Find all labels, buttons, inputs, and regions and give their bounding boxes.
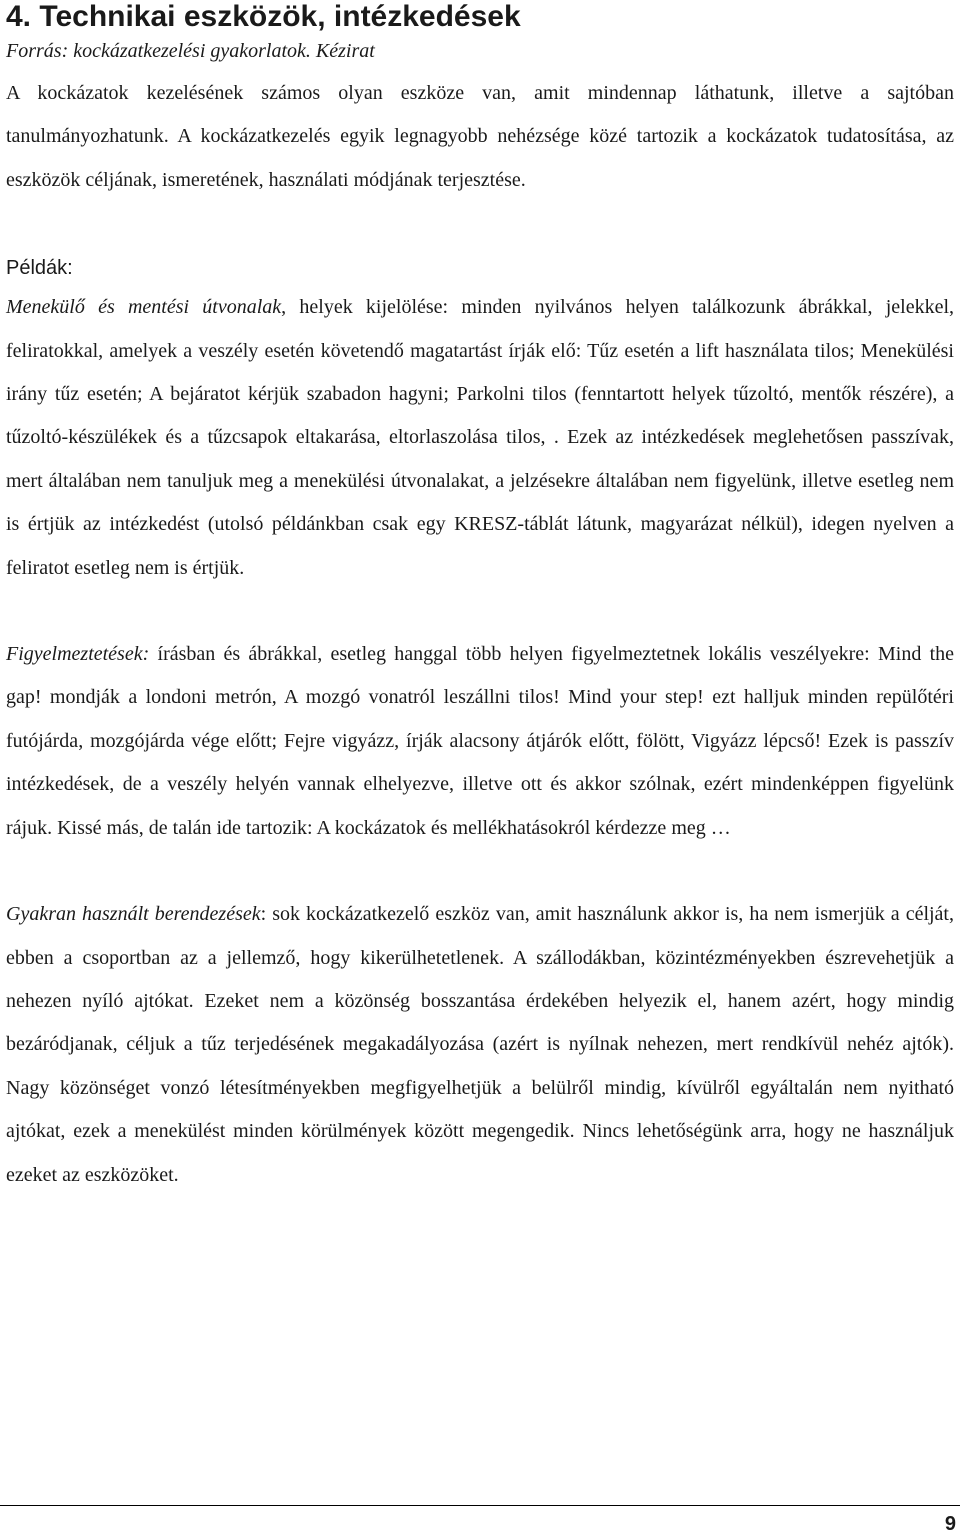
page-number: 9 [944, 1513, 956, 1535]
paragraph-lead-common-devices: Gyakran használt berendezések [6, 903, 261, 926]
paragraph-common-devices [6, 893, 954, 1197]
paragraph-body-escape-routes: , helyek kijelölése: minden nyilvános helyen találkozunk ábrákkal, jelekkel, feliratokkal, amelyek a veszély esetén követendő magatartást írják elő: Tűz esetén a lift használata tilos; Menekülési irány tűz esetén; A bejáratot kérjük szabadon hagyni; Parkolni tilos (fenntartott helyek tűzoltó, mentők részére), a tűzoltó-készülékek és a tűzcsapok eltakarása, eltorlaszolása tilos, . Ezek az intézkedések meglehetősen passzívak, mert általában nem tanuljuk meg a menekülési útvonalakat, a jelzésekre általában nem figyelünk, illetve esetleg nem is értjük az intézkedést (utolsó példánkban csak egy KRESZ-táblát látunk, magyarázat nélkül), idegen nyelven a feliratot esetleg nem is értjük. [6, 296, 955, 579]
section-heading: 4. Technikai eszközök, intézkedések [6, 0, 521, 33]
source-line: Forrás: kockázatkezelési gyakorlatok. Kézirat [6, 40, 375, 62]
paragraph-body-common-devices: : sok kockázatkezelő eszköz van, amit használunk akkor is, ha nem ismerjük a célját, ebben a csoportban az a jellemző, hogy kikerülhetetlenek. A szállodákban, közintézményekben észrevehetjük a nehezen nyíló ajtókat. Ezeket nem a közönség bosszantása érdekében helyezik el, hanem azért, hogy mindig bezáródjanak, céljuk a tűz terjedésének megakadályozása (azért is nyílnak nehezen, mert rendkívül nehéz ajtók). Nagy közönséget vonzó létesítményekben megfigyelhetjük a belülről mindig, kívülről egyáltalán nem nyitható ajtókat, ezek a menekülést minden körülmények között megengedik. Nincs lehetőségünk arra, hogy ne használjuk ezeket az eszközöket. [6, 903, 954, 1186]
paragraph-lead-escape-routes: Menekülő és mentési útvonalak [6, 296, 282, 319]
paragraph-body-warnings: írásban és ábrákkal, esetleg hanggal több helyen figyelmeztetnek lokális veszélyekre: Mind the gap! mondják a londoni metrón, A mozgó vonatról leszállni tilos! Mind your step! ezt halljuk minden repülőtéri futójárda, mozgójárda vége előtt; Fejre vigyázz, írják alacsony átjárók előtt, fölött, Vigyázz lépcső! Ezek is passzív intézkedések, de a veszély helyén vannak elhelyezve, illetve ott és akkor szólnak, ezért mindenképpen figyelünk rájuk. Kissé más, de talán ide tartozik: A kockázatok és mellékhatásokról kérdezze meg … [6, 643, 954, 839]
paragraph-lead-warnings: Figyelmeztetések: [6, 643, 150, 666]
intro-paragraph: A kockázatok kezelésének számos olyan eszköze van, amit mindennap láthatunk, illetve a sajtóban tanulmányozhatunk. A kockázatkezelés egyik legnagyobb nehézsége közé tartozik a kockázatok tudatosítása, az eszközök céljának, ismeretének, használati módjának terjesztése. [6, 82, 954, 191]
paragraph-escape-routes [6, 286, 954, 590]
footer-divider [0, 1505, 960, 1506]
examples-title: Példák: [6, 257, 73, 280]
document-page [6, 0, 954, 1197]
paragraph-warnings [6, 633, 954, 850]
